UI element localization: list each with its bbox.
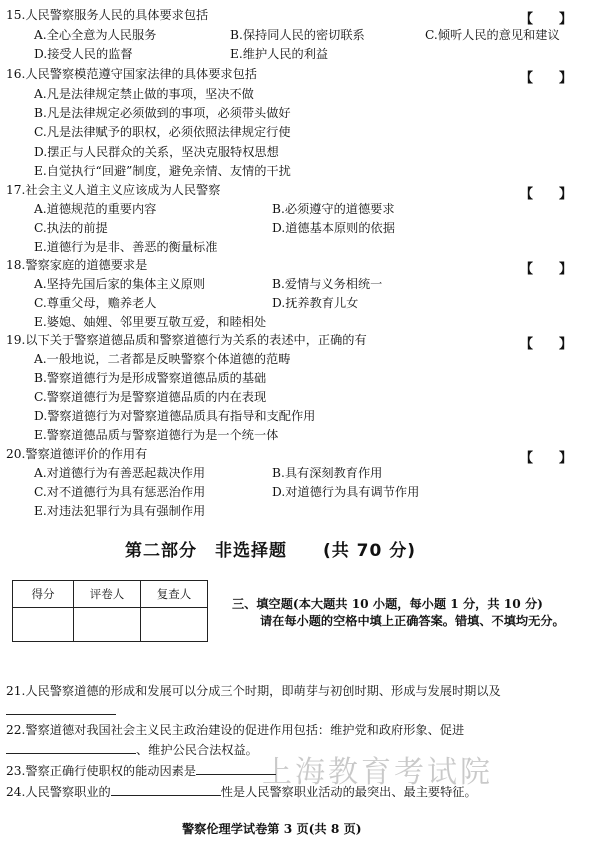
q18-option-c: C.尊重父母，赡养老人 bbox=[34, 296, 157, 310]
score-header: 得分 bbox=[13, 581, 74, 608]
q16-option-d: D.摆正与人民群众的关系，坚决克服特权思想 bbox=[34, 145, 279, 159]
section-three-instructions: 请在每小题的空格中填上正确答案。错填、不填均无分。 bbox=[260, 614, 565, 628]
q22-blank[interactable] bbox=[6, 742, 136, 754]
q18-option-d: D.抚养教育儿女 bbox=[272, 296, 359, 310]
q21-text: 21.人民警察道德的形成和发展可以分成三个时期，即萌芽与初创时期、形成与发展时期以及 bbox=[6, 684, 501, 698]
score-table bbox=[12, 580, 208, 642]
q19-option-e: E.警察道德品质与警察道德行为是一个统一体 bbox=[34, 428, 279, 442]
q18-option-a: A.坚持先国后家的集体主义原则 bbox=[34, 277, 206, 291]
q16-option-a: A.凡是法律规定禁止做的事项，坚决不做 bbox=[34, 87, 254, 101]
q15-option-d: D.接受人民的监督 bbox=[34, 47, 133, 61]
reviewer-header: 复查人 bbox=[141, 581, 208, 608]
q17-answer-bracket: 【 】 bbox=[520, 187, 573, 202]
q16-answer-bracket: 【 】 bbox=[520, 71, 573, 86]
q18-stem: 18.警察家庭的道德要求是 bbox=[6, 258, 148, 272]
q15-option-c: C.倾听人民的意见和建议 bbox=[425, 28, 560, 42]
q20-option-e: E.对违法犯罪行为具有强制作用 bbox=[34, 504, 206, 518]
q20-stem: 20.警察道德评价的作用有 bbox=[6, 447, 148, 461]
q24-row bbox=[6, 784, 477, 800]
section-three-title: 三、填空题(本大题共 10 小题，每小题 1 分，共 10 分) bbox=[232, 597, 543, 611]
q17-option-a: A.道德规范的重要内容 bbox=[34, 202, 157, 216]
q16-option-b: B.凡是法律规定必须做到的事项，必须带头做好 bbox=[34, 106, 291, 120]
q17-option-b: B.必须遵守的道德要求 bbox=[272, 202, 395, 216]
q22-tail: 、维护公民合法权益。 bbox=[136, 743, 258, 757]
score-cell[interactable] bbox=[13, 608, 74, 642]
q19-stem: 19.以下关于警察道德品质和警察道德行为关系的表述中，正确的有 bbox=[6, 333, 367, 347]
q22-text: 22.警察道德对我国社会主义民主政治建设的促进作用包括：维护党和政府形象、促进 bbox=[6, 723, 465, 737]
q17-option-c: C.执法的前提 bbox=[34, 221, 108, 235]
watermark: 上海教育考试院 bbox=[262, 755, 493, 790]
q20-option-a: A.对道德行为有善恶起裁决作用 bbox=[34, 466, 206, 480]
q19-option-d: D.警察道德行为对警察道德品质具有指导和支配作用 bbox=[34, 409, 316, 423]
q23-blank[interactable] bbox=[196, 763, 276, 775]
grader-cell[interactable] bbox=[74, 608, 141, 642]
q22-line2 bbox=[6, 742, 258, 758]
q15-option-b: B.保持同人民的密切联系 bbox=[230, 28, 365, 42]
part-two-title: 第二部分 非选择题 (共 70 分) bbox=[125, 541, 417, 561]
q19-option-b: B.警察道德行为是形成警察道德品质的基础 bbox=[34, 371, 267, 385]
reviewer-cell[interactable] bbox=[141, 608, 208, 642]
q24-blank[interactable] bbox=[111, 784, 221, 796]
q15-stem: 15.人民警察服务人民的具体要求包括 bbox=[6, 8, 209, 22]
q21-line2 bbox=[6, 703, 116, 719]
q17-stem: 17.社会主义人道主义应该成为人民警察 bbox=[6, 183, 221, 197]
q20-option-d: D.对道德行为具有调节作用 bbox=[272, 485, 420, 499]
q17-option-e: E.道德行为是非、善恶的衡量标准 bbox=[34, 240, 218, 254]
q21-blank[interactable] bbox=[6, 703, 116, 715]
q18-option-e: E.婆媳、妯娌、邻里要互敬互爱，和睦相处 bbox=[34, 315, 267, 329]
q20-option-b: B.具有深刻教育作用 bbox=[272, 466, 383, 480]
q19-answer-bracket: 【 】 bbox=[520, 337, 573, 352]
q18-option-b: B.爱情与义务相统一 bbox=[272, 277, 383, 291]
q23-text: 23.警察正确行使职权的能动因素是 bbox=[6, 764, 197, 778]
page-footer: 警察伦理学试卷第 3 页(共 8 页) bbox=[182, 822, 362, 836]
q18-answer-bracket: 【 】 bbox=[520, 262, 573, 277]
q17-option-d: D.道德基本原则的依据 bbox=[272, 221, 395, 235]
q20-option-c: C.对不道德行为具有惩恶治作用 bbox=[34, 485, 206, 499]
q19-option-a: A.一般地说，二者都是反映警察个体道德的范畴 bbox=[34, 352, 291, 366]
q16-stem: 16.人民警察模范遵守国家法律的具体要求包括 bbox=[6, 67, 257, 81]
q19-option-c: C.警察道德行为是警察道德品质的内在表现 bbox=[34, 390, 267, 404]
q20-answer-bracket: 【 】 bbox=[520, 451, 573, 466]
q23-row bbox=[6, 763, 276, 779]
q15-option-e: E.维护人民的利益 bbox=[230, 47, 329, 61]
q16-option-e: E.自觉执行“回避”制度，避免亲情、友情的干扰 bbox=[34, 164, 291, 178]
q15-answer-bracket: 【 】 bbox=[520, 12, 573, 27]
q24-tail: 性是人民警察职业活动的最突出、最主要特征。 bbox=[220, 785, 477, 799]
q16-option-c: C.凡是法律赋予的职权，必须依照法律规定行使 bbox=[34, 125, 291, 139]
grader-header: 评卷人 bbox=[74, 581, 141, 608]
q24-text: 24.人民警察职业的 bbox=[6, 785, 111, 799]
q15-option-a: A.全心全意为人民服务 bbox=[34, 28, 157, 42]
